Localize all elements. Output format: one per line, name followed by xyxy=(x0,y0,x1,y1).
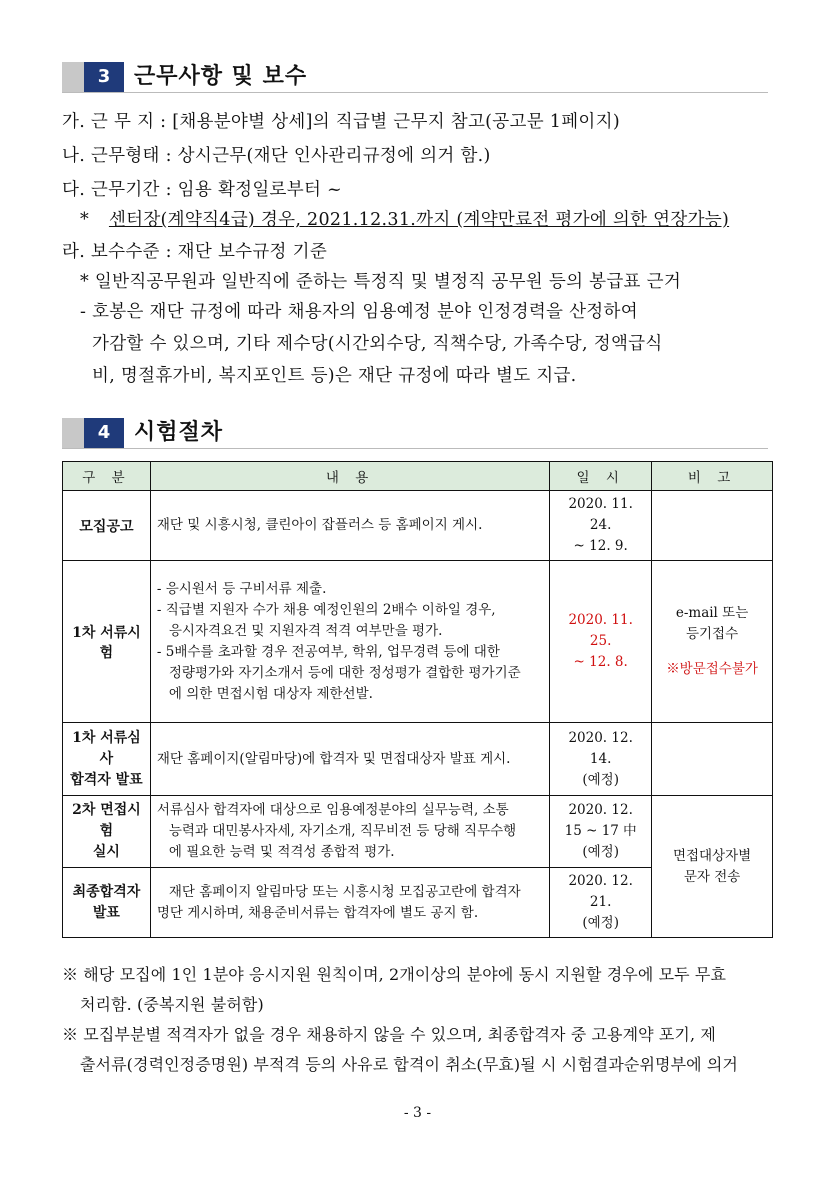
row-content: 서류심사 합격자에 대상으로 임용예정분야의 실무능력, 소통 능력과 대민봉사자세, 자기소개, 직무비전 등 당해 직무수행 에 필요한 능력 및 적격성 종합적 평가. xyxy=(150,796,549,868)
header-content: 내 용 xyxy=(150,462,549,491)
row-content: - 응시원서 등 구비서류 제출. - 직급별 지원자 수가 채용 예정인원의 2배수 이하일 경우, 응시자격요건 및 지원자격 적격 여부만을 평가. - 5배수를 초과할 경우 전공여부, 학위, 업무경력 등에 대한 정량평가와 자기소개서 등에 대한 정성평가 결합한 평가기준 에 의한 면접시험 대상자 제한선발. xyxy=(150,561,549,723)
pay-level-line: 라. 보수수준 : 재단 보수규정 기준 xyxy=(62,242,328,262)
star-mark: * xyxy=(80,210,90,230)
header-date: 일 시 xyxy=(550,462,652,491)
row-content: 재단 홈페이지 알림마당 또는 시흥시청 모집공고란에 합격자 명단 게시하며, 채용준비서류는 합격자에 별도 공지 함. xyxy=(150,868,549,938)
note-duplicate-1: ※ 해당 모집에 1인 1분야 응시지원 원칙이며, 2개이상의 분야에 동시 지원할 경우에 모두 무효 xyxy=(62,965,727,984)
note-cancel-2: 출서류(경력인정증명원) 부적격 등의 사유로 합격이 취소(무효)될 시 시험결과순위명부에 의거 xyxy=(80,1055,738,1074)
row-remark xyxy=(652,491,773,561)
row-remark: e-mail 또는 등기접수 ※방문접수불가 xyxy=(652,561,773,723)
page-number: - 3 - xyxy=(403,1105,432,1121)
section-title: 근무사항 및 보수 xyxy=(134,64,308,89)
header-category: 구 분 xyxy=(63,462,151,491)
pay-step-note-3: 비, 명절휴가비, 복지포인트 등)은 재단 규정에 따라 별도 지급. xyxy=(92,366,577,386)
section-title: 시험절차 xyxy=(134,420,224,445)
center-head-text: 센터장(계약직4급) 경우, 2021.12.31.까지 (계약만료전 평가에 의한 연장가능) xyxy=(108,210,730,230)
section-number: 3 xyxy=(84,62,124,92)
header-remark: 비 고 xyxy=(652,462,773,491)
row-category: 최종합격자 발표 xyxy=(63,868,151,938)
no-visit-note: ※방문접수불가 xyxy=(666,661,758,677)
table-row xyxy=(63,491,773,561)
work-type-line: 나. 근무형태 : 상시근무(재단 인사관리규정에 의거 함.) xyxy=(62,146,491,166)
row-content: 재단 및 시흥시청, 클린아이 잡플러스 등 홈페이지 게시. xyxy=(150,491,549,561)
section-marker xyxy=(62,418,84,448)
section-number: 4 xyxy=(84,418,124,448)
row-category: 1차 서류시험 xyxy=(63,561,151,723)
exam-procedure-table xyxy=(62,461,773,938)
note-cancel-1: ※ 모집부분별 적격자가 없을 경우 채용하지 않을 수 있으며, 최종합격자 중 고용계약 포기, 제 xyxy=(62,1025,716,1044)
row-category: 모집공고 xyxy=(63,491,151,561)
row-remark: 면접대상자별 문자 전송 xyxy=(652,796,773,938)
row-date: 2020. 12. 14. (예정) xyxy=(550,723,652,796)
table-row xyxy=(63,723,773,796)
row-remark xyxy=(652,723,773,796)
table-row xyxy=(63,796,773,868)
section-marker xyxy=(62,62,84,92)
row-category: 2차 면접시험 실시 xyxy=(63,796,151,868)
row-content: 재단 홈페이지(알림마당)에 합격자 및 면접대상자 발표 게시. xyxy=(150,723,549,796)
section-3-header xyxy=(62,62,768,93)
row-date: 2020. 12. 15 ~ 17 中 (예정) xyxy=(550,796,652,868)
center-head-note xyxy=(80,206,729,231)
pay-step-note-1: - 호봉은 재단 규정에 따라 채용자의 임용예정 분야 인정경력을 산정하여 xyxy=(80,302,638,322)
note-duplicate-2: 처리함. (중복지원 불허함) xyxy=(80,995,264,1014)
table-row xyxy=(63,561,773,723)
section-4-header xyxy=(62,418,768,449)
pay-step-note-2: 가감할 수 있으며, 기타 제수당(시간외수당, 직책수당, 가족수당, 정액급식 xyxy=(92,334,663,354)
table-header-row xyxy=(63,462,773,491)
pay-basis-note: * 일반직공무원과 일반직에 준하는 특정직 및 별정직 공무원 등의 봉급표 근거 xyxy=(80,272,682,292)
row-date: 2020. 12. 21. (예정) xyxy=(550,868,652,938)
row-date: 2020. 11. 24. ~ 12. 9. xyxy=(550,491,652,561)
work-period-line: 다. 근무기간 : 임용 확정일로부터 ~ xyxy=(62,180,342,200)
work-location-line: 가. 근 무 지 : [채용분야별 상세]의 직급별 근무지 참고(공고문 1페이지) xyxy=(62,112,620,132)
row-date: 2020. 11. 25. ~ 12. 8. xyxy=(550,561,652,723)
row-category: 1차 서류심사 합격자 발표 xyxy=(63,723,151,796)
